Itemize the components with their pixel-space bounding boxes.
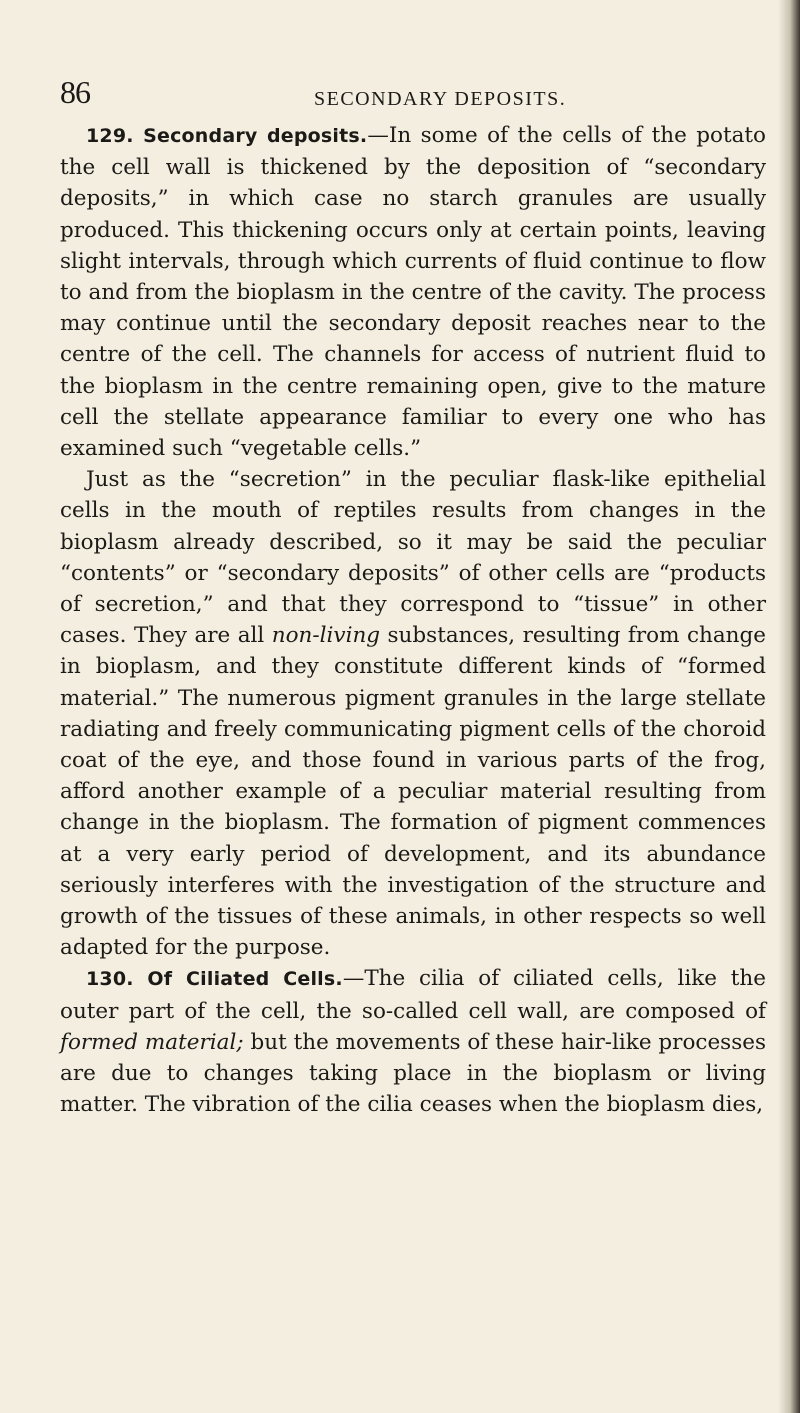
paragraph-129 <box>60 120 766 464</box>
paragraph-secretion-italic: non-living <box>271 623 381 649</box>
paragraph-130-text-a: —The cilia of ciliated cells, like the outer part of the cell, the so-called cell wall, are composed of <box>60 966 766 1024</box>
paragraph-secretion-text-b: substances, resulting from change in bioplasm, and they constitute different kinds of “formed material.” The numerous pigment granules in the large stellate radiating and freely communicating pigment cells of the choroid coat of the eye, and those found in various parts of the frog, afford another example of a peculiar material resulting from change in the bioplasm. The formation of pigment commences at a very early period of development, and its abundance seriously interferes with the investigation of the structure and growth of the tissues of these animals, in other respects so well adapted for the purpose. <box>60 623 766 961</box>
paragraph-secretion-text-a: Just as the “secretion” in the peculiar flask-like epithelial cells in the mouth of reptiles results from changes in the bioplasm already described, so it may be said the peculiar “contents” or “secondary deposits” of other cells are “products of secretion,” and that they correspond to “tissue” in other cases. They are all <box>60 467 766 649</box>
page-number: 86 <box>60 74 90 110</box>
paragraph-129-text: —In some of the cells of the potato the cell wall is thickened by the deposition of “secondary deposits,” in which case no starch granules are usually produced. This thickening occurs only at certain points, leaving slight intervals, through which currents of fluid continue to flow to and from the bioplasm in the centre of the cavity. The process may continue until the secondary deposit reaches near to the centre of the cell. The channels for access of nutrient fluid to the bioplasm in the centre remaining open, give to the mature cell the stellate appearance familiar to every one who has examined such “vegetable cells.” <box>60 123 766 462</box>
paragraph-130-text-b: but the movements of these hair-like processes are due to changes taking place in the bioplasm or living matter. The vibration of the cilia ceases when the bioplasm dies, <box>60 1029 766 1118</box>
paragraph-130 <box>60 963 766 1120</box>
body-text <box>60 120 766 1121</box>
section-heading-129: 129. Secondary deposits. <box>86 125 368 147</box>
page-header <box>60 74 760 114</box>
paragraph-130-italic: formed material; <box>60 1029 244 1055</box>
paragraph-secretion <box>60 464 766 963</box>
running-head: SECONDARY DEPOSITS. <box>314 88 567 110</box>
section-heading-130: 130. Of Ciliated Cells. <box>86 968 343 991</box>
page-edge-shadow <box>778 0 800 1413</box>
